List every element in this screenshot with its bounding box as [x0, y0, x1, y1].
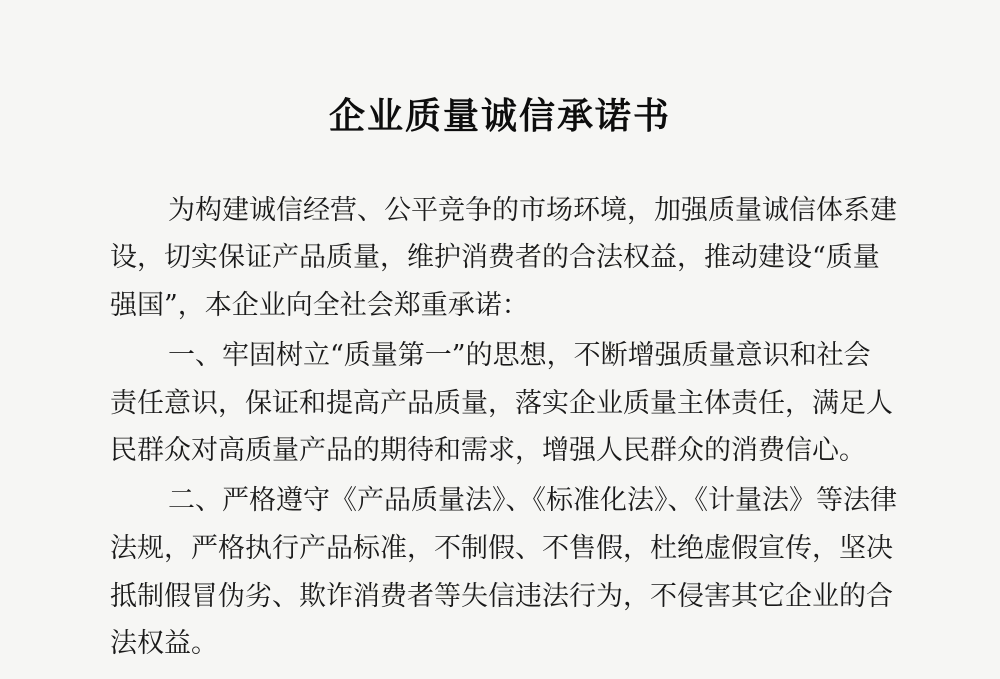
paragraph-intro-line-3: 强国”，本企业向全社会郑重承诺：: [110, 290, 529, 321]
clause-one-line-3: 民群众对高质量产品的期待和需求，增强人民群众的消费信心。: [110, 435, 866, 466]
clause-two-line-1: 二、严格遵守《产品质量法》、《标准化法》、《计量法》等法律: [168, 485, 897, 516]
clause-one-line-2: 责任意识，保证和提高产品质量，落实企业质量主体责任，满足人: [110, 388, 893, 419]
paragraph-intro-line-2: 设，切实保证产品质量，维护消费者的合法权益，推动建设“质量: [110, 242, 880, 273]
clause-two-line-4: 法权益。: [110, 628, 218, 659]
document-title: 企业质量诚信承诺书: [328, 96, 671, 137]
paragraph-intro-line-1: 为构建诚信经营、公平竞争的市场环境，加强质量诚信体系建: [168, 195, 897, 226]
clause-one-line-1: 一、牢固树立“质量第一”的思想，不断增强质量意识和社会: [168, 340, 871, 371]
clause-two-line-2: 法规，严格执行产品标准，不制假、不售假，杜绝虚假宣传，坚决: [110, 533, 893, 564]
clause-two-line-3: 抵制假冒伪劣、欺诈消费者等失信违法行为，不侵害其它企业的合: [110, 581, 893, 612]
